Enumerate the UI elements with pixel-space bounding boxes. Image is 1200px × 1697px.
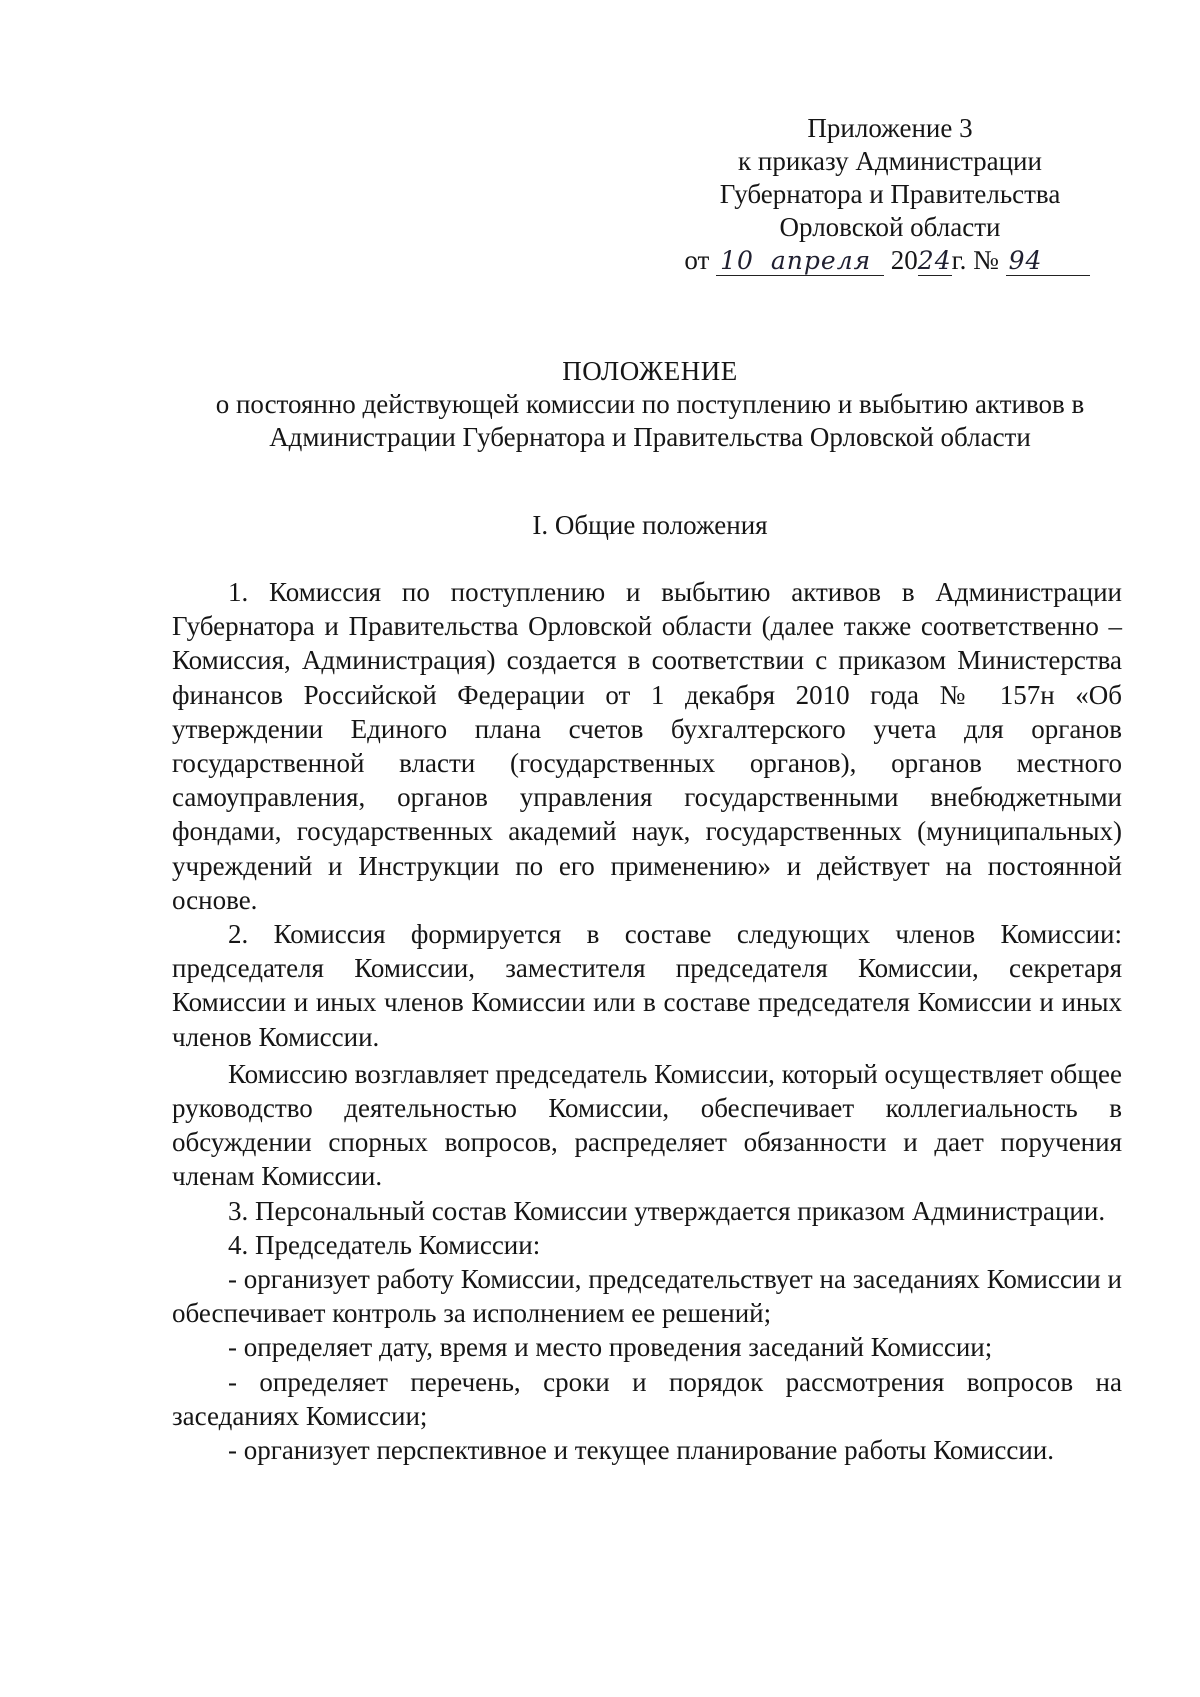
paragraph-8: - определяет перечень, сроки и порядок рассмотрения вопросов на заседаниях Комиссии; (172, 1366, 1122, 1431)
date-prefix: от (684, 245, 710, 275)
paragraph-4: 3. Персональный состав Комиссии утверждается приказом Администрации. (228, 1195, 1106, 1226)
handwritten-day: 10 (716, 247, 758, 276)
document-body (172, 575, 1122, 1467)
paragraph-9: - организует перспективное и текущее планирование работы Комиссии. (228, 1435, 1054, 1466)
annex-date-line (674, 244, 1100, 277)
document-title-block (120, 355, 1180, 454)
paragraph-7: - определяет дату, время и место проведения заседаний Комиссии; (228, 1332, 993, 1363)
handwritten-year: 24 (917, 246, 952, 275)
annex-block (680, 112, 1100, 277)
handwritten-month: апреля (758, 247, 884, 276)
handwritten-order-number: 94 (1006, 247, 1090, 276)
annex-order-ref: к приказу Администрации (738, 146, 1042, 176)
document-subtitle-line-2: Администрации Губернатора и Правительства Орловской области (269, 422, 1031, 452)
document-title: ПОЛОЖЕНИЕ (562, 356, 738, 386)
paragraph-6: - организует работу Комиссии, председательствует на заседаниях Комиссии и обеспечивает контроль за исполнением ее решений; (172, 1264, 1122, 1329)
section-heading: I. Общие положения (532, 510, 768, 540)
annex-authority: Губернатора и Правительства (719, 179, 1061, 209)
paragraph-2: 2. Комиссия формируется в составе следующих членов Комиссии: председателя Комиссии, заместителя председателя Комиссии, секретаря Комиссии и иных членов Комиссии или в составе председателя Комиссии и иных членов Комиссии. (172, 919, 1122, 1052)
annex-number: Приложение 3 (807, 113, 973, 143)
annex-region: Орловской области (779, 212, 1001, 242)
document-subtitle-line-1: о постоянно действующей комиссии по поступлению и выбытию активов в (215, 389, 1085, 419)
year-tail: г. № (951, 245, 999, 275)
year-prefix: 20 (890, 245, 918, 275)
paragraph-1: 1. Комиссия по поступлению и выбытию активов в Администрации Губернатора и Правительства Орловской области (далее также соответственно – Комиссия, Администрация) создается в соответствии с приказом Министерства финансов Российской Федерации от 1 декабря 2010 года № 157н «Об утверждении Единого плана счетов бухгалтерского учета для органов государственной власти (государственных органов), органов местного самоуправления, органов управления государственными внебюджетными фондами, государственных академий наук, государственных (муниципальных) учреждений и Инструкции по его применению» и действует на постоянной основе. (172, 577, 1122, 915)
paragraph-3: Комиссию возглавляет председатель Комиссии, который осуществляет общее руководство деятельностью Комиссии, обеспечивает коллегиальность в обсуждении спорных вопросов, распределяет обязанности и дает поручения членам Комиссии. (172, 1058, 1122, 1192)
paragraph-5: 4. Председатель Комиссии: (228, 1229, 541, 1260)
